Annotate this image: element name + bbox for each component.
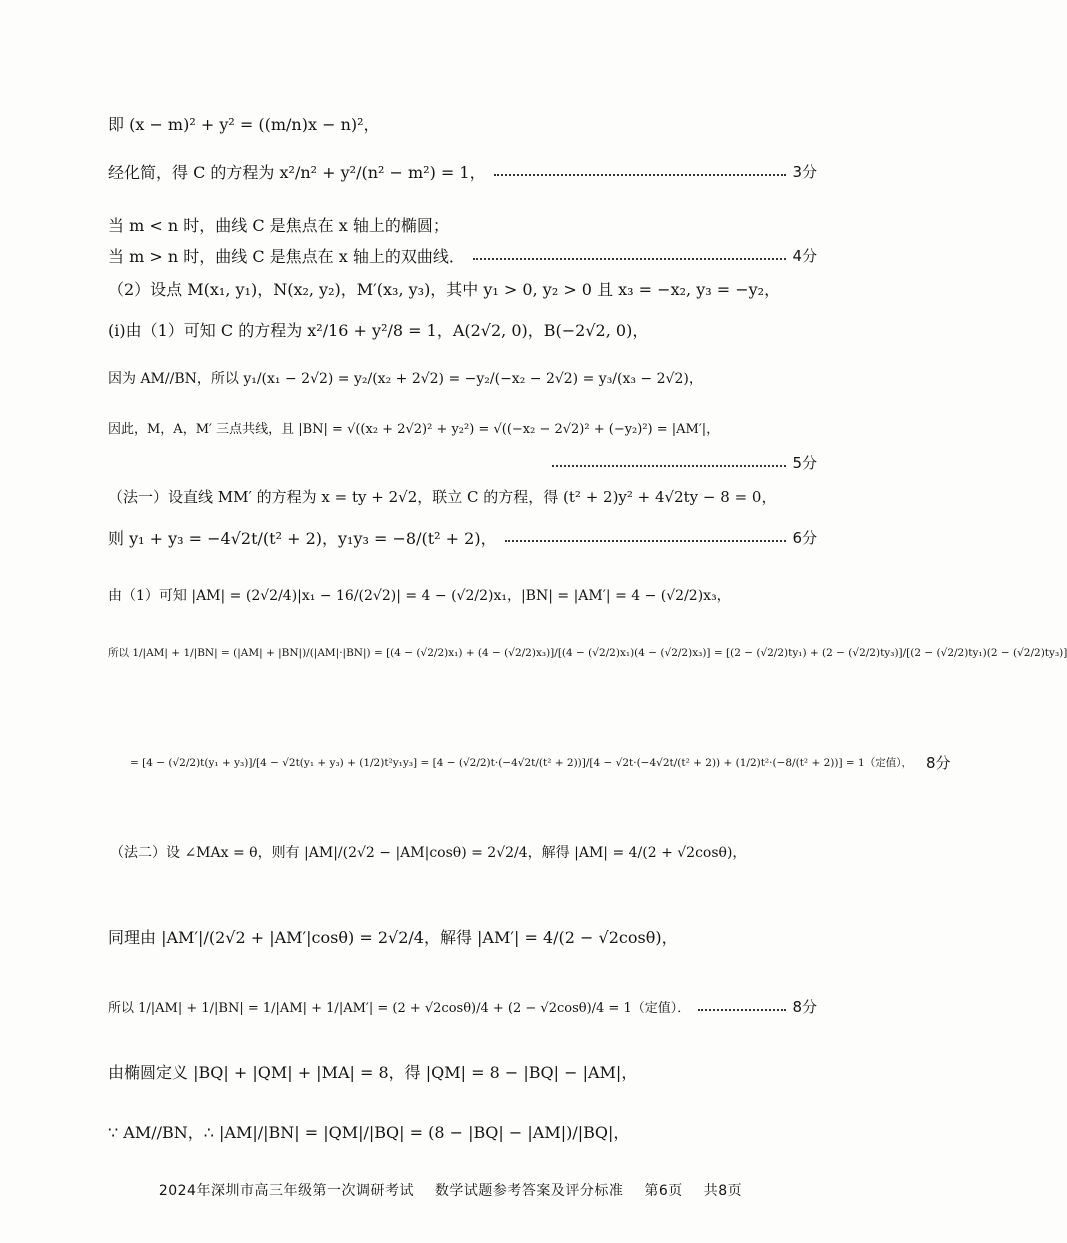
line-text: 因此，M，A，M′ 三点共线，且 |BN| = √((x₂ + 2√2)² + y₂²) = √((−x₂ − 2√2)² + (−y₂)²) = |AM′|， <box>108 422 720 437</box>
line-10 <box>108 526 817 549</box>
line-text: 由（1）可知 |AM| = (2√2/4)|x₁ − 16/(2√2)| = 4 − (√2/2)x₁，|BN| = |AM′| = 4 − (√2/2)x₃， <box>108 588 731 604</box>
subscore-line <box>552 452 817 473</box>
line-18 <box>108 1120 817 1143</box>
line-text: 即 (x − m)² + y² = ((m/n)x − n)²， <box>108 115 380 134</box>
line-14 <box>110 842 817 862</box>
line-1 <box>108 112 817 135</box>
line-text: 经化简，得 C 的方程为 x²/n² + y²/(n² − m²) = 1， <box>108 163 486 182</box>
line-13 <box>130 752 951 773</box>
line-text: 所以 1/|AM| + 1/|BN| = (|AM| + |BN|)/(|AM|·|BN|) = [(4 − (√2/2)x₁) + (4 − (√2/2)x₃)]/[(4 − (√2/2)x₁)(4 − (√2/2)x₃)] = [(2 − (√2/2)ty₁) + (2 − (√2/2)ty₃)]/[(2 − (√2/2)ty₁)(2 − (√2/2)ty₃)] <box>108 647 1067 659</box>
line-4 <box>108 244 817 267</box>
page-footer <box>0 1180 901 1200</box>
line-text: 因为 AM//BN，所以 y₁/(x₁ − 2√2) = y₂/(x₂ + 2√2) = −y₂/(−x₂ − 2√2) = y₃/(x₃ − 2√2)， <box>108 371 703 387</box>
line-text: = [4 − (√2/2)t(y₁ + y₃)]/[4 − √2t(y₁ + y₃) + (1/2)t²y₁y₃] = [4 − (√2/2)t·(−4√2t/(t² + 2))]/[4 − √2t·(−4√2t/(t² + 2)) + (1/2)t²·(−8/(t² + 2))] = 1（定值）， <box>130 757 912 769</box>
dotted-leader <box>494 174 787 176</box>
dotted-leader <box>505 540 787 542</box>
line-text: （法一）设直线 MM′ 的方程为 x = ty + 2√2，联立 C 的方程，得 (t² + 2)y² + 4√2ty − 8 = 0， <box>108 488 777 506</box>
dotted-leader <box>698 1009 786 1011</box>
line-17 <box>108 1060 817 1083</box>
line-text: ∵ AM//BN，∴ |AM|/|BN| = |QM|/|BQ| = (8 − |BQ| − |AM|)/|BQ|， <box>108 1123 630 1142</box>
line-text: 当 m > n 时，曲线 C 是焦点在 x 轴上的双曲线． <box>108 247 465 266</box>
score-mark: 5分 <box>792 454 817 472</box>
line-11 <box>108 585 817 605</box>
line-text: 所以 1/|AM| + 1/|BN| = 1/|AM| + 1/|AM′| = (2 + √2cosθ)/4 + (2 − √2cosθ)/4 = 1（定值）． <box>108 1001 691 1016</box>
line-text: （2）设点 M(x₁, y₁)，N(x₂, y₂)，M′(x₃, y₃)，其中 y₁ > 0, y₂ > 0 且 x₃ = −x₂, y₃ = −y₂， <box>108 280 781 299</box>
line-3 <box>108 213 817 236</box>
line-text: 由椭圆定义 |BQ| + |QM| + |MA| = 8，得 |QM| = 8 − |BQ| − |AM|， <box>108 1063 638 1082</box>
dotted-leader <box>473 258 787 260</box>
footer-exam-title: 2024年深圳市高三年级第一次调研考试 <box>158 1183 414 1199</box>
score-mark: 4分 <box>792 247 817 265</box>
line-16 <box>108 996 817 1017</box>
line-text: 则 y₁ + y₃ = −4√2t/(t² + 2)，y₁y₃ = −8/(t² + 2)， <box>108 529 497 548</box>
dotted-leader <box>552 465 786 467</box>
footer-page-number: 第6页 <box>644 1183 683 1199</box>
footer-total-pages: 共8页 <box>703 1183 743 1199</box>
line-12 <box>108 645 1067 660</box>
score-mark: 8分 <box>792 998 817 1016</box>
line-5 <box>108 277 817 300</box>
score-mark: 3分 <box>792 163 817 181</box>
line-text: （法二）设 ∠MAx = θ，则有 |AM|/(2√2 − |AM|cosθ) = 2√2/4，解得 |AM| = 4/(2 + √2cosθ)， <box>110 845 747 861</box>
line-15 <box>108 925 817 948</box>
line-text: (i)由（1）可知 C 的方程为 x²/16 + y²/8 = 1，A(2√2, 0)，B(−2√2, 0)， <box>108 321 649 340</box>
line-text: 同理由 |AM′|/(2√2 + |AM′|cosθ) = 2√2/4，解得 |AM′| = 4/(2 − √2cosθ)， <box>108 928 678 947</box>
footer-doc-title: 数学试题参考答案及评分标准 <box>434 1183 624 1199</box>
line-7 <box>108 368 817 388</box>
score-mark: 6分 <box>792 529 817 547</box>
line-8 <box>108 418 817 437</box>
line-9 <box>108 486 817 507</box>
line-2 <box>108 160 817 183</box>
line-6 <box>108 318 817 341</box>
score-mark: 8分 <box>925 754 951 772</box>
line-text: 当 m < n 时，曲线 C 是焦点在 x 轴上的椭圆； <box>108 216 449 235</box>
